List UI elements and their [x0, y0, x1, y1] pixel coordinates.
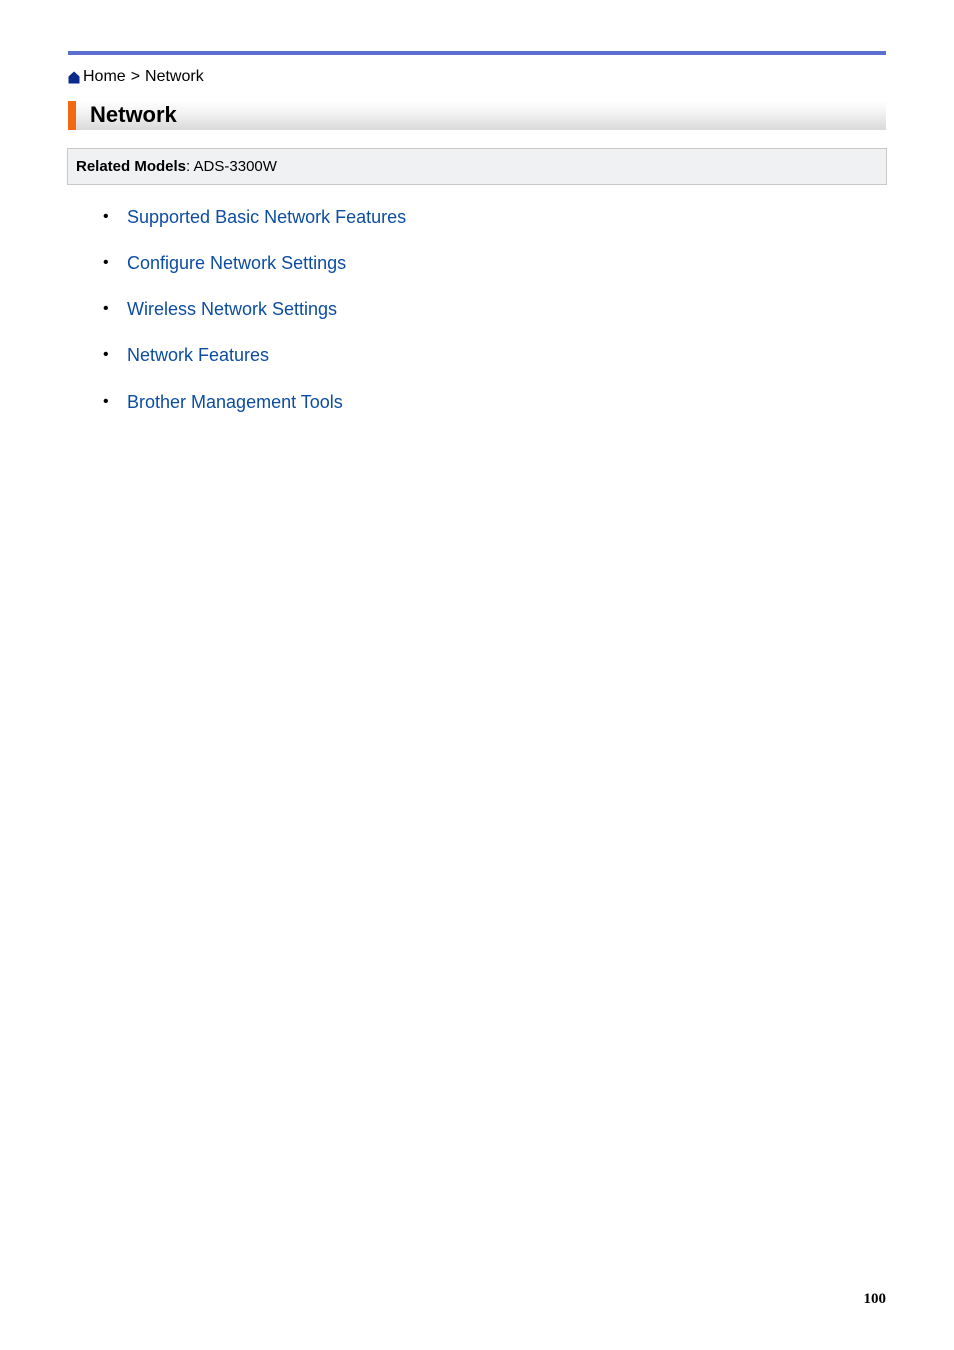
bullet: • — [103, 254, 109, 271]
breadcrumb-home-link[interactable]: Home — [83, 68, 126, 85]
breadcrumb-current: Network — [145, 68, 204, 85]
topic-link-list — [100, 204, 406, 415]
list-item — [100, 342, 406, 368]
page-number: 100 — [863, 1291, 886, 1307]
bullet: • — [103, 346, 109, 363]
related-models-value: ADS-3300W — [193, 158, 277, 175]
link-supported-basic-network-features[interactable]: Supported Basic Network Features — [127, 207, 407, 227]
list-item — [100, 296, 406, 322]
link-network-features[interactable]: Network Features — [127, 345, 270, 365]
link-configure-network-settings[interactable]: Configure Network Settings — [127, 253, 347, 273]
page-title: Network — [90, 102, 177, 127]
breadcrumb — [68, 67, 204, 87]
header-rule — [68, 51, 886, 55]
home-icon[interactable] — [68, 71, 80, 84]
related-models-separator: : — [186, 158, 191, 175]
bullet: • — [103, 393, 109, 410]
related-models-label: Related Models — [76, 158, 187, 175]
link-wireless-network-settings[interactable]: Wireless Network Settings — [127, 299, 338, 319]
list-item — [100, 389, 406, 415]
bullet: • — [103, 208, 109, 225]
title-accent-bar — [68, 101, 76, 130]
link-brother-management-tools[interactable]: Brother Management Tools — [127, 392, 343, 412]
title-bar — [68, 101, 886, 130]
related-models-box — [67, 148, 887, 185]
list-item — [100, 250, 406, 276]
bullet: • — [103, 300, 109, 317]
breadcrumb-separator: > — [130, 68, 141, 85]
list-item — [100, 204, 406, 230]
